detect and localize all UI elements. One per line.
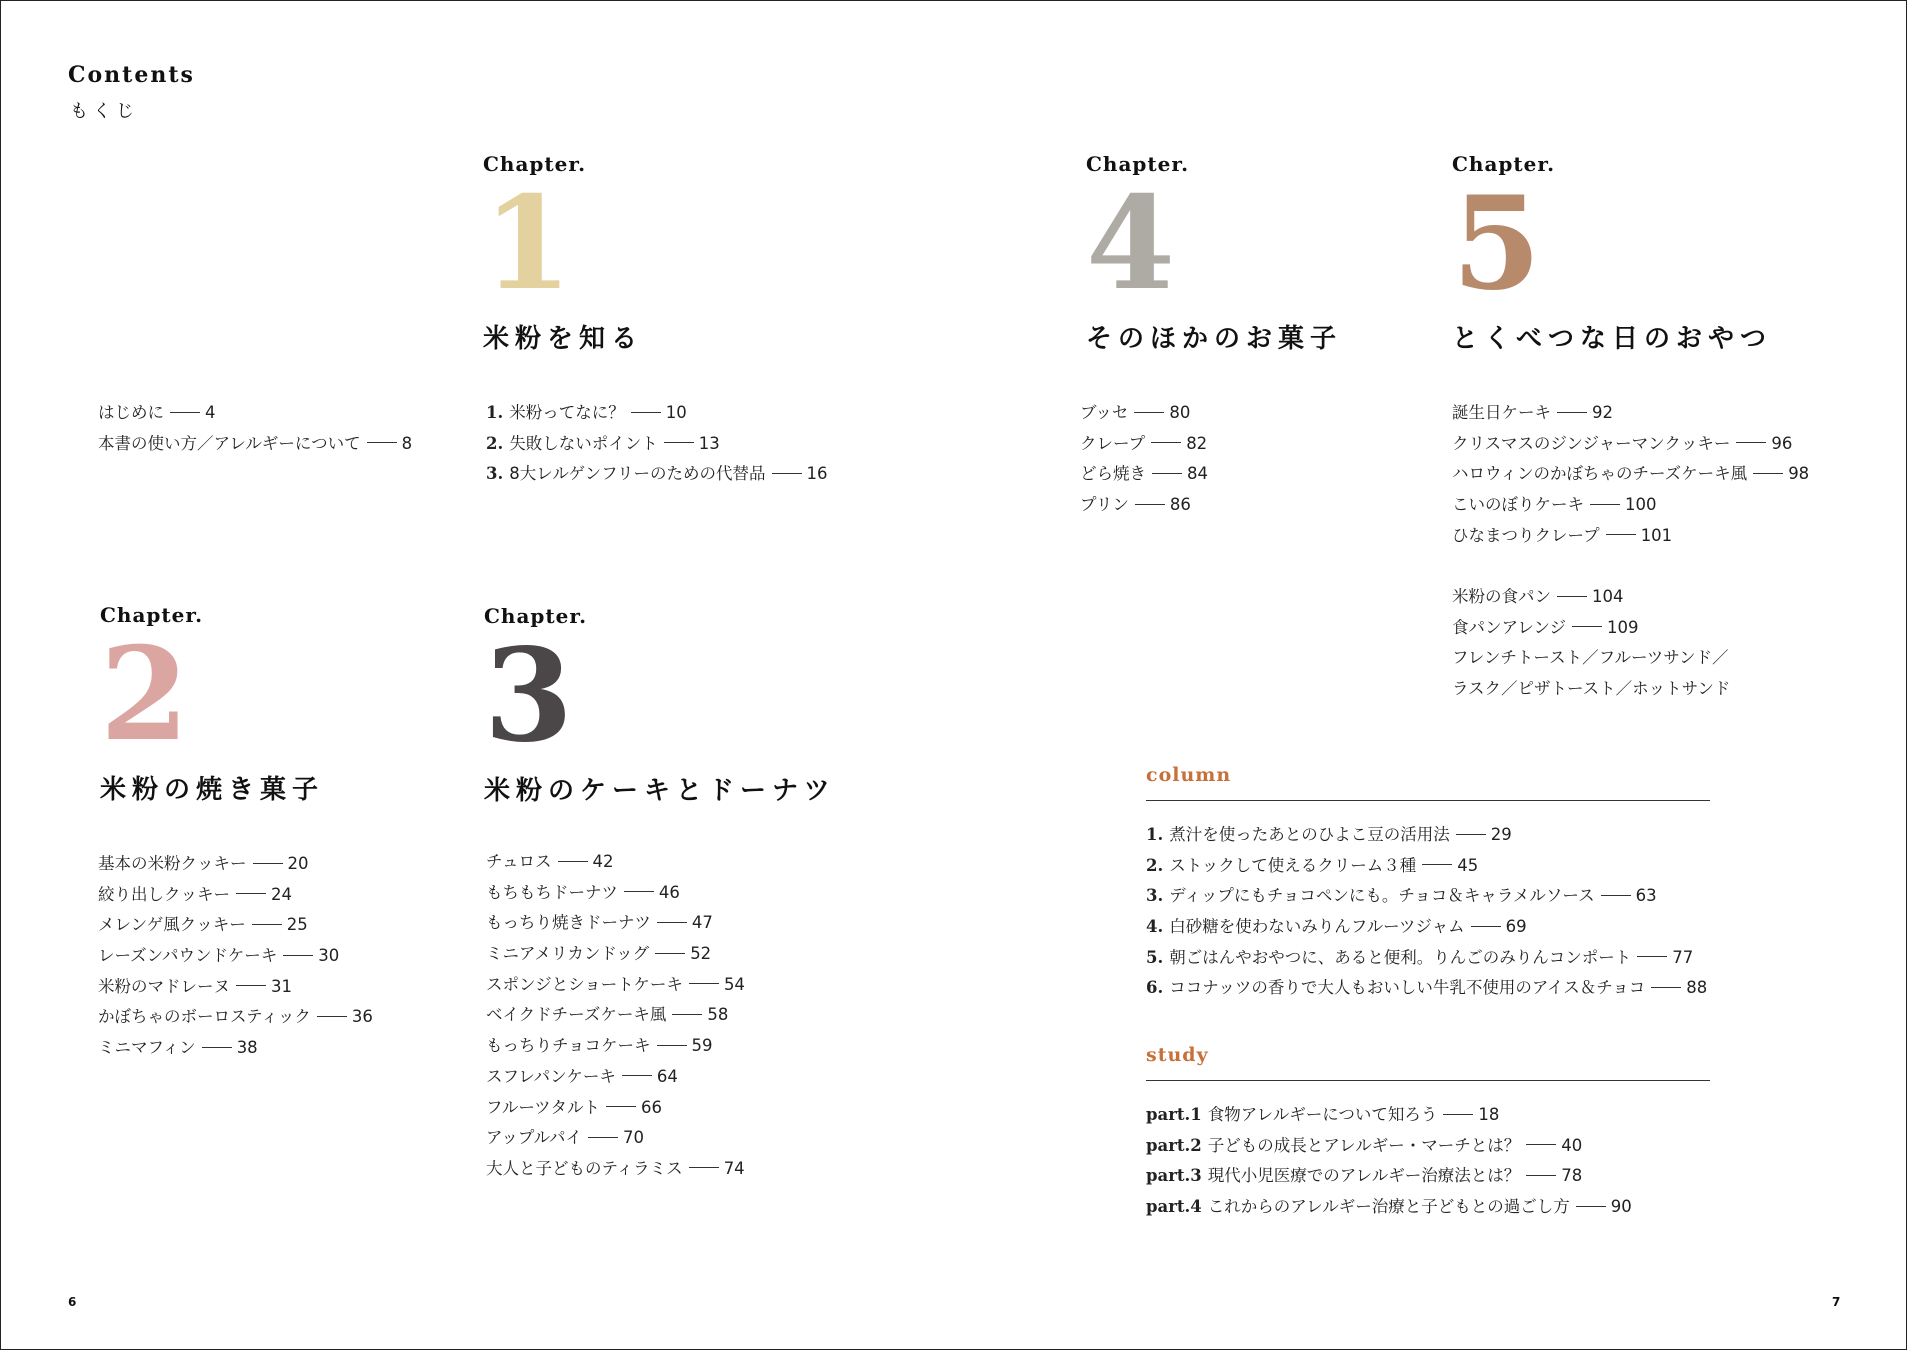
toc-item[interactable]: メレンゲ風クッキー 25 <box>98 915 308 935</box>
toc-item[interactable]: part.4 これからのアレルギー治療と子どもとの過ごし方 90 <box>1146 1197 1632 1217</box>
toc-item[interactable]: 4. 白砂糖を使わないみりんフルーツジャム 69 <box>1146 917 1527 937</box>
column-heading: column <box>1146 764 1232 786</box>
chapter-label: Chapter. <box>1452 152 1556 176</box>
toc-item[interactable]: クリスマスのジンジャーマンクッキー 96 <box>1452 433 1793 453</box>
chapter-number: 4 <box>1086 169 1176 319</box>
study-heading: study <box>1146 1044 1209 1066</box>
chapter-title: 米粉の焼き菓子 <box>100 775 325 805</box>
chapter-2 <box>100 603 324 806</box>
toc-item[interactable]: フレンチトースト／フルーツサンド／ <box>1452 648 1729 668</box>
toc-item[interactable]: part.3 現代小児医療でのアレルギー治療法とは？ 78 <box>1146 1166 1583 1186</box>
toc-item[interactable]: 3. 8大レルゲンフリーのための代替品 16 <box>486 464 828 484</box>
toc-item[interactable]: もっちりチョコケーキ 59 <box>486 1036 713 1056</box>
toc-item[interactable]: 大人と子どものティラミス 74 <box>486 1158 745 1178</box>
toc-item[interactable]: 1. 煮汁を使ったあとのひよこ豆の活用法 29 <box>1146 825 1512 844</box>
toc-item[interactable]: クレープ 82 <box>1080 433 1208 453</box>
toc-item[interactable]: 6. ココナッツの香りで大人もおいしい牛乳不使用のアイス＆チョコ 88 <box>1146 978 1708 998</box>
column-divider <box>1146 800 1710 801</box>
chapter-5 <box>1452 152 1772 355</box>
toc-item[interactable]: もちもちドーナツ 46 <box>486 882 680 902</box>
toc-item[interactable]: 絞り出しクッキー 24 <box>98 884 292 904</box>
toc-item[interactable]: アップルパイ 70 <box>486 1128 645 1148</box>
chapter-label: Chapter. <box>100 603 204 627</box>
study-divider <box>1146 1080 1710 1081</box>
toc-item[interactable]: ベイクドチーズケーキ風 58 <box>486 1005 729 1025</box>
chapter-1 <box>483 152 643 355</box>
chapter-5-extra-list <box>1452 582 1730 705</box>
toc-item[interactable]: かぼちゃのボーロスティック 36 <box>98 1007 373 1027</box>
toc-item[interactable]: 本書の使い方／アレルギーについて 8 <box>98 433 413 453</box>
chapter-title: 米粉を知る <box>483 324 644 354</box>
toc-item[interactable]: 基本の米粉クッキー 20 <box>98 854 309 873</box>
toc-item[interactable]: ミニアメリカンドッグ 52 <box>486 944 712 964</box>
intro-list <box>98 398 412 459</box>
toc-item[interactable]: part.2 子どもの成長とアレルギー・マーチとは？ 40 <box>1146 1135 1583 1155</box>
toc-item[interactable]: レーズンパウンドケーキ 30 <box>98 946 340 966</box>
chapter-label: Chapter. <box>484 604 588 628</box>
toc-item[interactable]: 5. 朝ごはんやおやつに、あると便利。りんごのみりんコンポート 77 <box>1146 947 1694 967</box>
page-number-left: 6 <box>68 1295 77 1309</box>
chapter-number: 2 <box>100 620 190 770</box>
chapter-label: Chapter. <box>1086 152 1190 176</box>
toc-item[interactable]: こいのぼりケーキ 100 <box>1452 495 1657 515</box>
chapter-4-list <box>1080 398 1208 521</box>
toc-item[interactable]: 食パンアレンジ 109 <box>1452 617 1639 637</box>
chapter-label: Chapter. <box>483 152 587 176</box>
toc-item[interactable]: 誕生日ケーキ 92 <box>1452 403 1613 422</box>
toc-item[interactable]: もっちり焼きドーナツ 47 <box>486 913 713 933</box>
chapter-title: そのほかのお菓子 <box>1086 324 1343 354</box>
toc-item[interactable]: スポンジとショートケーキ 54 <box>486 974 745 994</box>
toc-item[interactable]: はじめに 4 <box>98 403 216 422</box>
toc-item[interactable]: 2. 失敗しないポイント 13 <box>486 433 720 453</box>
toc-item[interactable]: 3. ディップにもチョコペンにも。チョコ＆キャラメルソース 63 <box>1146 886 1657 906</box>
study-list <box>1146 1100 1632 1223</box>
chapter-3 <box>484 604 836 807</box>
page-number-right: 7 <box>1832 1295 1841 1309</box>
toc-item[interactable]: 米粉のマドレーヌ 31 <box>98 976 292 996</box>
chapter-number: 1 <box>483 169 573 319</box>
toc-item[interactable]: ラスク／ピザトースト／ホットサンド <box>1452 679 1731 699</box>
contents-title: Contents <box>68 62 195 88</box>
toc-item[interactable]: 2. ストックして使えるクリーム３種 45 <box>1146 855 1479 875</box>
toc-item[interactable]: ブッセ 80 <box>1080 403 1191 422</box>
toc-item[interactable]: part.1 食物アレルギーについて知ろう 18 <box>1146 1105 1500 1124</box>
chapter-2-list <box>98 849 373 1064</box>
toc-item[interactable]: チュロス 42 <box>486 852 614 871</box>
chapter-number: 3 <box>484 621 574 771</box>
toc-item[interactable]: プリン 86 <box>1080 495 1191 515</box>
toc-item[interactable]: スフレパンケーキ 64 <box>486 1066 678 1086</box>
toc-item[interactable]: ミニマフィン 38 <box>98 1038 258 1058</box>
toc-item[interactable]: ひなまつりクレープ 101 <box>1452 525 1673 545</box>
toc-item[interactable]: 1. 米粉ってなに？ 10 <box>486 403 687 422</box>
toc-item[interactable]: 米粉の食パン 104 <box>1452 587 1624 606</box>
chapter-3-list <box>486 847 745 1185</box>
chapter-title: とくべつな日のおやつ <box>1452 324 1773 354</box>
toc-item[interactable]: どら焼き 84 <box>1080 464 1208 484</box>
toc-item[interactable]: フルーツタルト 66 <box>486 1097 663 1117</box>
chapter-number: 5 <box>1452 169 1542 319</box>
toc-item[interactable]: ハロウィンのかぼちゃのチーズケーキ風 98 <box>1452 464 1810 484</box>
chapter-5-list <box>1452 398 1809 551</box>
chapter-1-list <box>486 398 828 490</box>
column-list <box>1146 820 1707 1004</box>
chapter-title: 米粉のケーキとドーナツ <box>484 776 836 806</box>
chapter-4 <box>1086 152 1342 355</box>
contents-subtitle: もくじ <box>70 101 139 122</box>
